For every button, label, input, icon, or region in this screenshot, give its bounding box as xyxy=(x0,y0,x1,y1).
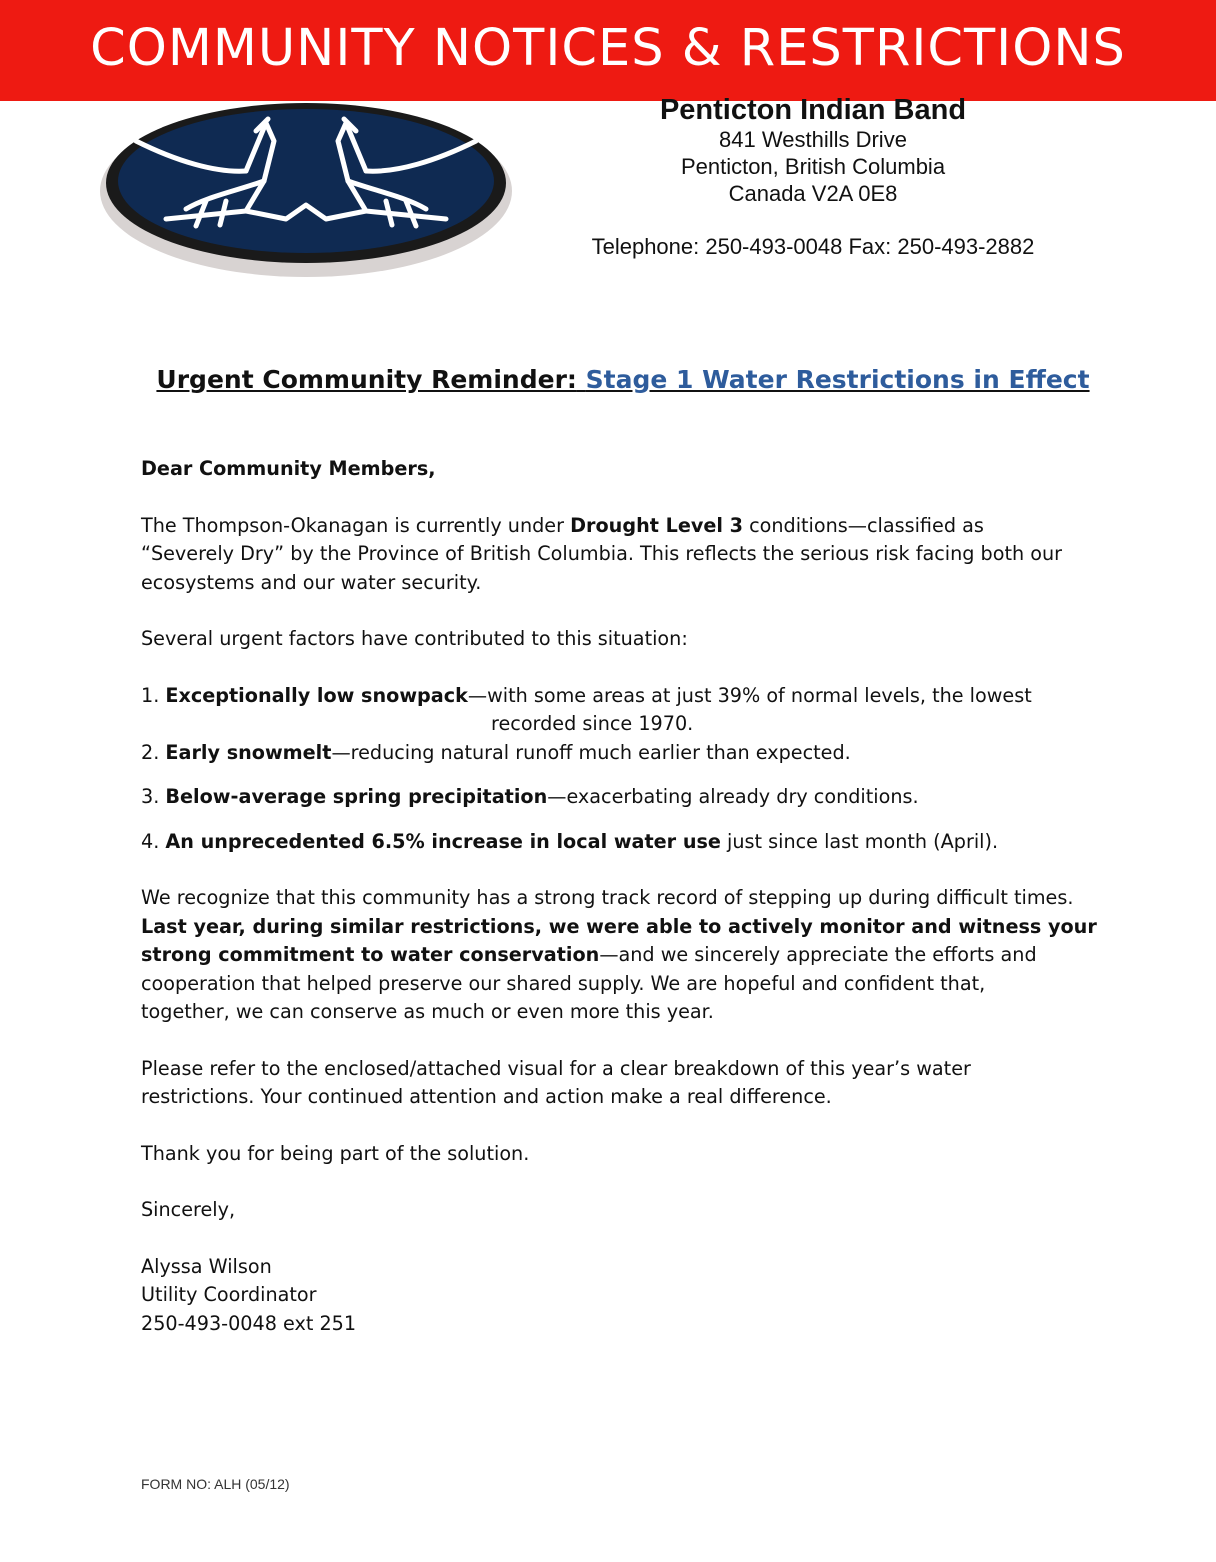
list-num: 3. xyxy=(141,785,166,808)
p3-line-3 xyxy=(141,941,1121,970)
p1-line-2: “Severely Dry” by the Province of British Columbia. This reflects the serious risk facing both our xyxy=(141,542,1063,565)
list-rest: —exacerbating already dry conditions. xyxy=(547,785,919,808)
headline xyxy=(0,365,1216,394)
org-address-line1: 841 Westhills Drive xyxy=(719,127,907,152)
headline-prefix: Urgent Community Reminder: xyxy=(156,365,577,394)
top-banner xyxy=(0,0,1216,101)
p3-line-4: cooperation that helped preserve our shared supply. We are hopeful and confident that, xyxy=(141,971,986,995)
p3-line-2 xyxy=(141,913,1121,942)
org-address-line3: Canada V2A 0E8 xyxy=(728,181,898,206)
list-bold: Below-average spring precipitation xyxy=(165,785,548,808)
org-name: Penticton Indian Band xyxy=(659,94,967,126)
list-item-3 xyxy=(141,783,1121,812)
paragraph-2: Several urgent factors have contributed to this situation: xyxy=(141,627,688,650)
greeting: Dear Community Members, xyxy=(141,457,436,480)
p4-line-1: Please refer to the enclosed/attached visual for a clear breakdown of this year’s water xyxy=(141,1056,971,1080)
org-block xyxy=(560,94,1066,207)
p3-text-d: —and we sincerely appreciate the efforts and xyxy=(599,943,1037,966)
list-bold: An unprecedented 6.5% increase in local water use xyxy=(165,829,721,853)
org-telephone: Telephone: 250-493-0048 Fax: 250-493-2882 xyxy=(591,234,1035,259)
list-rest: just since last month (April). xyxy=(720,829,999,853)
p3-line-5: together, we can conserve as much or even more this year. xyxy=(141,1000,714,1023)
closing: Sincerely, xyxy=(141,1198,236,1221)
paragraph-1 xyxy=(141,512,1121,541)
letter-body xyxy=(141,455,1121,1338)
p3-line-1: We recognize that this community has a strong track record of stepping up during difficult times. xyxy=(141,886,1074,909)
list-rest: —with some areas at just 39% of normal levels, the lowest xyxy=(467,683,1032,707)
signature-phone: 250-493-0048 ext 251 xyxy=(141,1311,357,1335)
list-num: 2. xyxy=(141,740,166,764)
signature-title: Utility Coordinator xyxy=(141,1283,317,1306)
list-rest: —reducing natural runoff much earlier than expected. xyxy=(331,740,851,764)
paragraph-5: Thank you for being part of the solution. xyxy=(141,1141,530,1165)
banner-title: COMMUNITY NOTICES & RESTRICTIONS xyxy=(90,19,1126,78)
list-item-1 xyxy=(141,682,1121,711)
p1-text-a: The Thompson-Okanagan is currently under xyxy=(141,513,571,537)
list-bold: Exceptionally low snowpack xyxy=(165,683,468,707)
list-num: 1. xyxy=(141,683,166,707)
p1-line-3: ecosystems and our water security. xyxy=(141,570,482,594)
signature-name: Alyssa Wilson xyxy=(141,1254,272,1278)
p4-line-2: restrictions. Your continued attention and action make a real difference. xyxy=(141,1085,832,1108)
p1-bold: Drought Level 3 xyxy=(570,513,743,537)
headline-highlight: Stage 1 Water Restrictions in Effect xyxy=(585,365,1090,394)
p1-text-c: conditions—classified as xyxy=(742,513,984,537)
list-item-2 xyxy=(141,739,1121,768)
p3-bold-1: Last year, during similar restrictions, we were able to actively monitor and witness your xyxy=(141,914,1097,938)
org-address-line2: Penticton, British Columbia xyxy=(680,154,946,179)
list-item-1-cont: recorded since 1970. xyxy=(491,712,694,735)
list-item-4 xyxy=(141,828,1121,857)
p3-bold-2: strong commitment to water conservation xyxy=(141,943,600,966)
band-logo xyxy=(96,101,516,281)
list-bold: Early snowmelt xyxy=(165,740,332,764)
list-num: 4. xyxy=(141,829,166,853)
form-number: FORM NO: ALH (05/12) xyxy=(141,1476,290,1492)
